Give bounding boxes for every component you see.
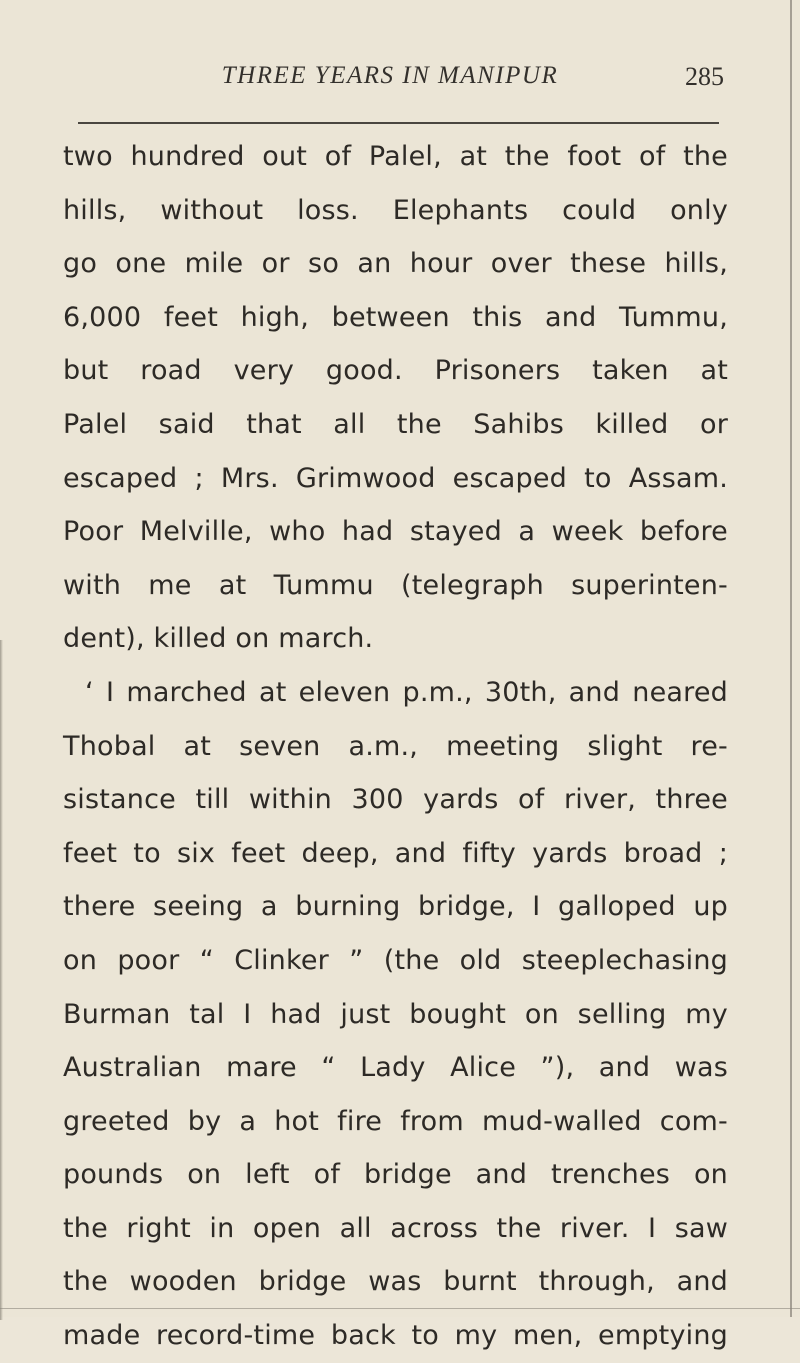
text-line: sistance till within 300 yards of river, three	[63, 784, 728, 816]
text-line: greeted by a hot fire from mud-walled com-	[63, 1105, 728, 1137]
text-line: hills, without loss. Elephants could only	[63, 194, 728, 226]
text-line: escaped ; Mrs. Grimwood escaped to Assam.	[63, 462, 728, 494]
text-line: the right in open all across the river. I saw	[63, 1212, 728, 1244]
text-line: go one mile or so an hour over these hills,	[63, 248, 728, 280]
binding-shadow	[0, 640, 3, 1320]
text-line: the wooden bridge was burnt through, and	[63, 1266, 728, 1298]
text-line: feet to six feet deep, and fifty yards broad ;	[63, 837, 728, 869]
text-line: Burman tal I had just bought on selling my	[63, 998, 728, 1030]
header-rule	[78, 122, 719, 124]
running-head: THREE YEARS IN MANIPUR	[221, 62, 559, 89]
text-line: with me at Tummu (telegraph superinten-	[63, 569, 728, 601]
text-line: Australian mare “ Lady Alice ”), and was	[63, 1052, 728, 1084]
text-line: made record-time back to my men, emptying	[63, 1320, 728, 1352]
text-line: 6,000 feet high, between this and Tummu,	[63, 301, 728, 333]
text-line: ‘ I marched at eleven p.m., 30th, and neared	[85, 676, 728, 708]
body-text	[63, 130, 728, 1363]
page-number: 285	[685, 62, 724, 91]
page-edge	[790, 0, 792, 1317]
text-line: but road very good. Prisoners taken at	[63, 355, 728, 387]
text-line: Palel said that all the Sahibs killed or	[63, 408, 728, 440]
text-line: two hundred out of Palel, at the foot of the	[63, 141, 728, 172]
text-line: on poor “ Clinker ” (the old steeplechasing	[63, 944, 728, 976]
text-line: Thobal at seven a.m., meeting slight re-	[63, 730, 728, 762]
text-line: dent), killed on march.	[63, 623, 374, 655]
text-line: pounds on left of bridge and trenches on	[63, 1159, 728, 1191]
text-line: Poor Melville, who had stayed a week before	[63, 516, 728, 548]
text-line: there seeing a burning bridge, I galloped up	[63, 891, 728, 923]
bottom-edge	[0, 1308, 800, 1309]
page-header	[60, 62, 724, 102]
